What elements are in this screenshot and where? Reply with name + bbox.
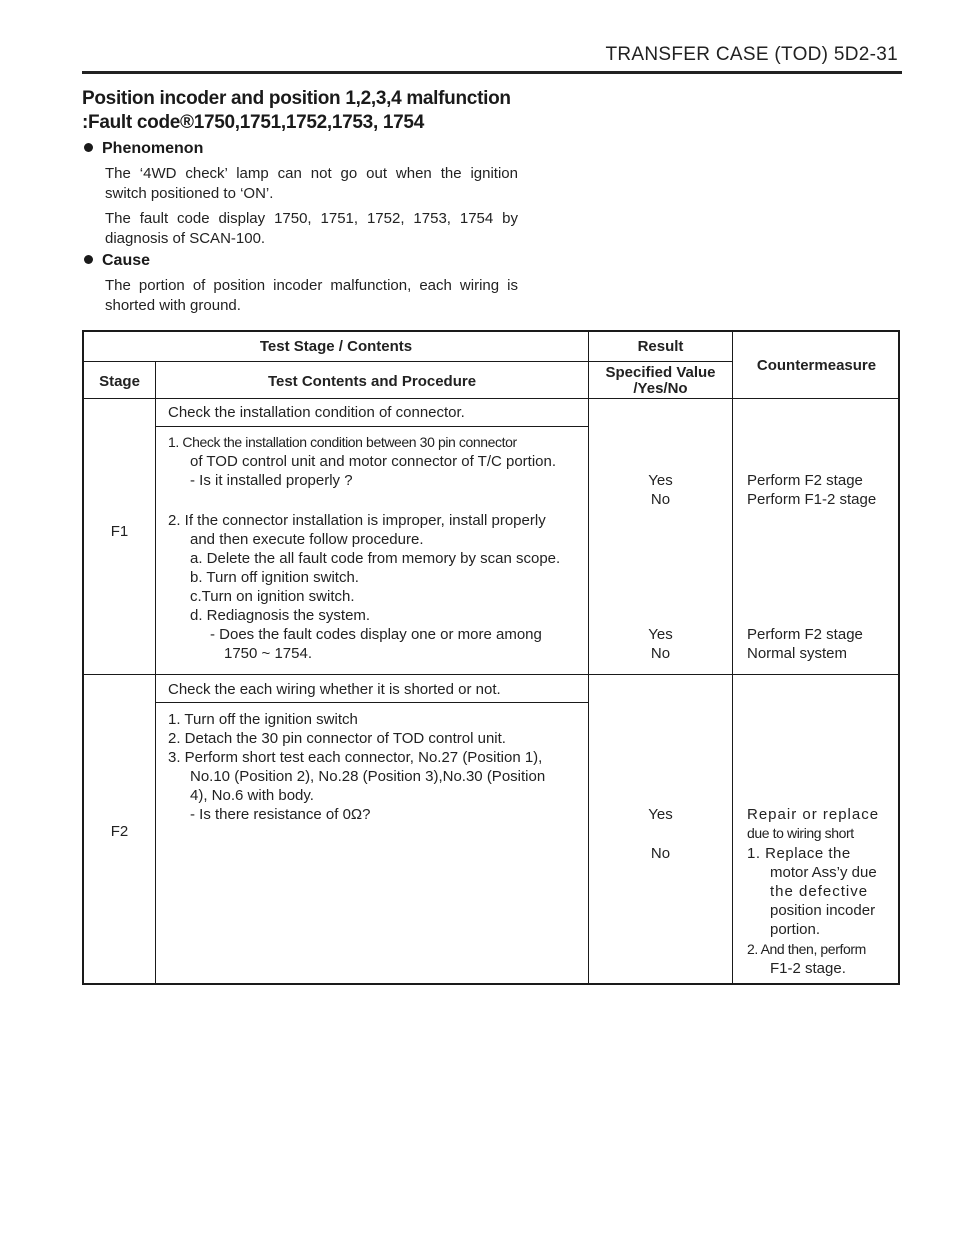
f2-step-line: 1. Turn off the ignition switch xyxy=(168,711,358,728)
header-rule xyxy=(82,71,902,74)
f1-step-line: - Does the fault codes display one or more among xyxy=(210,626,542,643)
f2-countermeasure-line: portion. xyxy=(770,921,821,938)
f1-countermeasure2-yes: Perform F2 stage xyxy=(747,626,863,643)
col-divider-countermeasure xyxy=(732,332,733,983)
f1-summary: Check the installation condition of connector. xyxy=(168,404,465,421)
f1-result-yes: Yes xyxy=(648,472,673,489)
cause-paragraph xyxy=(105,276,518,316)
f2-step-line: 4), No.6 with body. xyxy=(190,787,314,804)
f1-step-line: - Is it installed properly ? xyxy=(190,472,353,489)
f2-step-line: - Is there resistance of 0Ω? xyxy=(190,806,371,823)
f1-countermeasure-yes: Perform F2 stage xyxy=(747,472,863,489)
stage-f1-label: F1 xyxy=(110,523,129,540)
cause-label: Cause xyxy=(102,252,151,269)
header-yes-no: /Yes/No xyxy=(633,380,688,397)
header-specified-value: Specified Value xyxy=(605,364,716,381)
f1-step-line: 1. Check the installation condition between 30 pin connector xyxy=(168,434,517,450)
f1-step-line: d. Rediagnosis the system. xyxy=(190,607,371,624)
f2-countermeasure-line: F1-2 stage. xyxy=(770,960,846,977)
f2-countermeasure-line: 1. Replace the xyxy=(747,845,851,862)
f2-countermeasure-line: position incoder xyxy=(770,902,876,919)
f1-step-line: a. Delete the all fault code from memory by scan scope. xyxy=(190,550,561,567)
f1-countermeasure2-no: Normal system xyxy=(747,645,848,662)
f2-summary-divider xyxy=(156,702,589,703)
f1-summary-divider xyxy=(156,426,589,427)
f1-result-no: No xyxy=(650,491,671,508)
header-test-stage-contents: Test Stage / Contents xyxy=(259,338,413,355)
f2-step-line: No.10 (Position 2), No.28 (Position 3),No.30 (Position xyxy=(190,768,546,785)
page-header-title: TRANSFER CASE (TOD) 5D2-31 xyxy=(605,44,898,65)
header-stage: Stage xyxy=(99,373,140,390)
f2-result-yes: Yes xyxy=(648,806,673,823)
f2-result-no: No xyxy=(650,845,671,862)
f1-step-line: b. Turn off ignition switch. xyxy=(190,569,359,586)
text-line: The fault code display 1750, 1751, 1752, 1753, 1754 by xyxy=(105,210,518,227)
f2-countermeasure-line: Repair or replace xyxy=(747,806,880,823)
f1-step-line: 2. If the connector installation is improper, install properly xyxy=(168,512,546,529)
f2-countermeasure-line: the defective xyxy=(770,883,869,900)
f2-step-line: 3. Perform short test each connector, No.27 (Position 1), xyxy=(168,749,543,766)
bullet-icon xyxy=(84,255,93,264)
header-test-contents: Test Contents and Procedure xyxy=(267,373,477,390)
stage-f2-label: F2 xyxy=(110,823,129,840)
section-title-line-1: Position incoder and position 1,2,3,4 malfunction xyxy=(82,88,511,109)
phenomenon-paragraph-2 xyxy=(105,209,518,249)
f2-countermeasure-line: motor Ass’y due xyxy=(770,864,877,881)
header-row-divider xyxy=(84,361,733,362)
f2-summary: Check the each wiring whether it is shorted or not. xyxy=(168,681,501,698)
text-line: shorted with ground. xyxy=(105,297,241,314)
f1-step-line: of TOD control unit and motor connector of T/C portion. xyxy=(190,453,557,470)
text-line: diagnosis of SCAN-100. xyxy=(105,230,266,247)
header-result: Result xyxy=(637,338,684,355)
f1-step-line: 1750 ~ 1754. xyxy=(224,645,313,662)
text-line: The portion of position incoder malfunction, each wiring is xyxy=(105,277,518,294)
f1-f2-divider xyxy=(84,674,900,675)
text-line: The ‘4WD check’ lamp can not go out when the ignition xyxy=(105,165,518,182)
f1-countermeasure-no: Perform F1-2 stage xyxy=(747,491,877,508)
f2-countermeasure-line: 2. And then, perform xyxy=(747,941,866,957)
f1-result2-no: No xyxy=(650,645,671,662)
f2-step-line: 2. Detach the 30 pin connector of TOD control unit. xyxy=(168,730,506,747)
diagnostic-table xyxy=(82,330,900,985)
bullet-icon xyxy=(84,143,93,152)
f2-countermeasure-line: due to wiring short xyxy=(747,825,854,841)
header-bottom-line xyxy=(84,398,900,399)
f1-step-line: and then execute follow procedure. xyxy=(190,531,424,548)
col-divider-stage xyxy=(155,361,156,983)
header-countermeasure: Countermeasure xyxy=(756,357,877,374)
f1-step-line: c.Turn on ignition switch. xyxy=(190,588,355,605)
cause-heading xyxy=(84,252,150,270)
f1-result2-yes: Yes xyxy=(648,626,673,643)
phenomenon-heading xyxy=(84,140,203,158)
phenomenon-label: Phenomenon xyxy=(102,140,204,157)
phenomenon-paragraph-1 xyxy=(105,164,518,204)
text-line: switch positioned to ‘ON’. xyxy=(105,185,274,202)
section-title-line-2: :Fault code®1750,1751,1752,1753, 1754 xyxy=(82,112,424,133)
